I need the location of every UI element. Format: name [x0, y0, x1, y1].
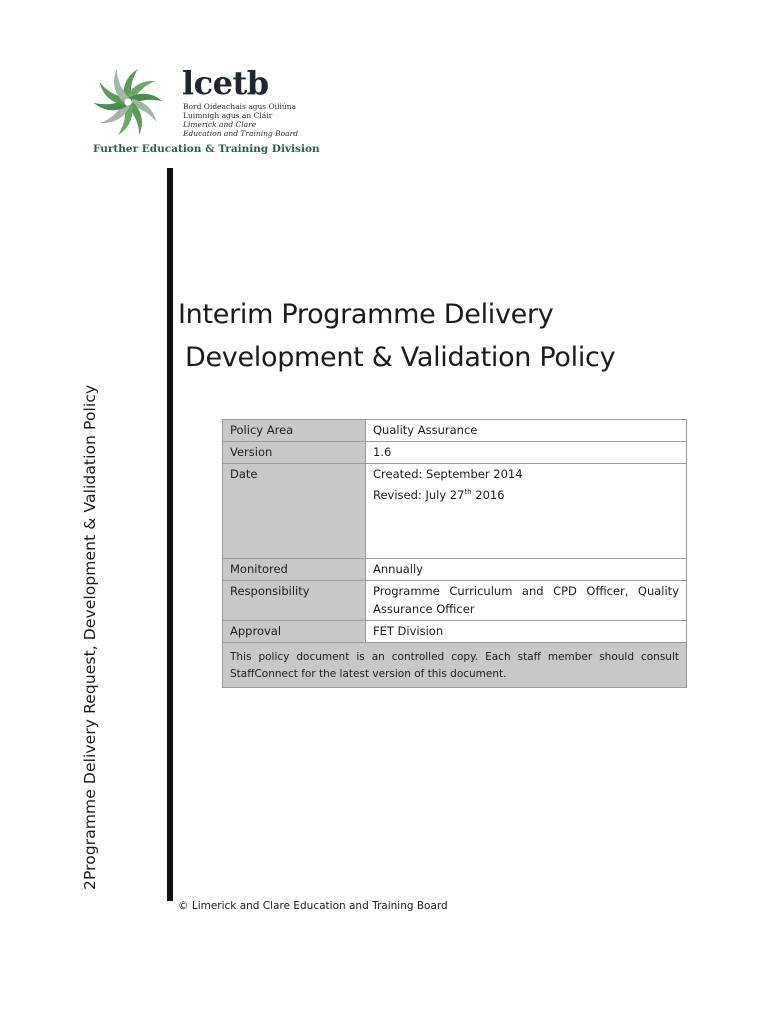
title-line-2: Development & Validation Policy [185, 342, 616, 373]
revised-prefix: Revised: July 27 [373, 487, 465, 502]
row-value [366, 464, 687, 559]
vertical-rule [167, 168, 173, 901]
title-line-1: Interim Programme Delivery [178, 299, 554, 330]
row-label: Date [223, 464, 366, 559]
table-row [223, 643, 687, 688]
table-row [223, 442, 687, 464]
table-row [223, 581, 687, 621]
controlled-copy-note: This policy document is an controlled copy. Each staff member should consult StaffConnect for the latest version of this document. [223, 643, 687, 688]
table-row [223, 559, 687, 581]
created-date: Created: September 2014 [373, 467, 523, 481]
row-value: Programme Curriculum and CPD Officer, Quality Assurance Officer [366, 581, 687, 621]
table-row [223, 464, 687, 559]
division-label: Further Education & Training Division [93, 143, 320, 155]
logo-wordmark: lcetb [182, 64, 269, 102]
green-pinwheel-swirl-icon [88, 66, 168, 142]
row-label: Approval [223, 621, 366, 643]
row-value: Quality Assurance [366, 420, 687, 442]
table-row [223, 621, 687, 643]
policy-info-table [222, 419, 687, 688]
lcetb-logo [88, 64, 320, 160]
copyright-footer: © Limerick and Clare Education and Training Board [178, 900, 448, 912]
side-title: 2Programme Delivery Request, Development & Validation Policy [81, 384, 99, 890]
row-label: Monitored [223, 559, 366, 581]
logo-subtitle [183, 102, 298, 138]
row-value: Annually [366, 559, 687, 581]
row-label: Responsibility [223, 581, 366, 621]
revised-date [373, 483, 679, 504]
logo-line-italic: Limerick and Clare [183, 120, 257, 129]
row-label: Version [223, 442, 366, 464]
logo-line-italic: Education and Training Board [183, 129, 298, 138]
row-value: 1.6 [366, 442, 687, 464]
logo-line: Luimnigh agus an Cláir [183, 111, 273, 120]
revised-superscript: th [464, 488, 472, 496]
row-value: FET Division [366, 621, 687, 643]
logo-line: Bord Oideachais agus Oiliúna [183, 102, 297, 111]
row-label: Policy Area [223, 420, 366, 442]
page-title [178, 293, 698, 379]
table-row [223, 420, 687, 442]
revised-suffix: 2016 [471, 487, 505, 502]
